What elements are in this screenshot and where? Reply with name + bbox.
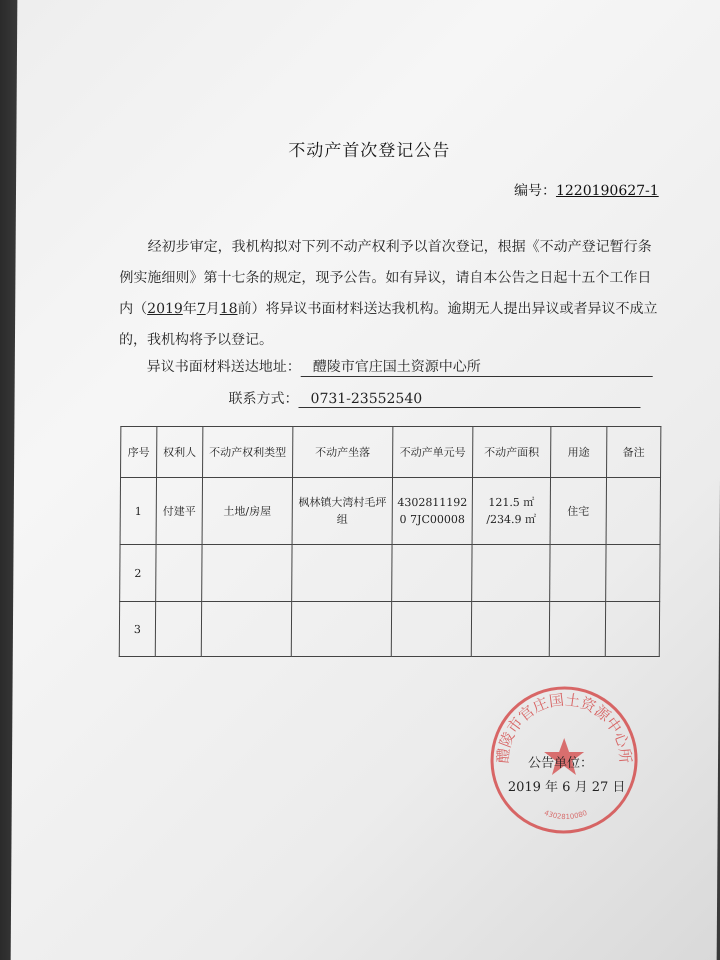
header-area: 不动产面积 bbox=[473, 427, 551, 478]
cell-area bbox=[471, 602, 549, 657]
cell-area-land: 121.5 ㎡ bbox=[488, 496, 535, 509]
deadline-month: 7 bbox=[196, 301, 206, 317]
announcement-body bbox=[119, 232, 664, 356]
body-part-4: 前）将异议书面材料送达我机构。逾期无人提出异议或者异议不成立的，我机构将予以登记。 bbox=[118, 301, 658, 348]
header-location: 不动产坐落 bbox=[293, 427, 393, 478]
body-part-1: 经初步审定，我机构拟对下列不动产权利予以首次登记，根据《不动产登记暂行条例实施细则》第十七条的规定，现予公告。如有异议，请自本公告之日起十五个工作日内（ bbox=[119, 239, 652, 317]
body-part-2: 年 bbox=[182, 301, 197, 317]
header-use: 用途 bbox=[551, 427, 607, 478]
header-owner: 权利人 bbox=[157, 427, 203, 478]
deadline-day: 18 bbox=[219, 301, 238, 317]
cell-unit: 43028111920 7JC00008 bbox=[392, 478, 472, 545]
cell-no: 3 bbox=[119, 602, 155, 657]
publisher-label: 公告单位： bbox=[527, 756, 594, 771]
cell-area-building: /234.9 ㎡ bbox=[486, 513, 537, 526]
cell-owner bbox=[155, 602, 201, 657]
property-table bbox=[119, 426, 662, 657]
document-number-value: 1220190627-1 bbox=[555, 183, 659, 199]
address-value: 醴陵市官庄国土资源中心所 bbox=[301, 356, 653, 377]
cell-type bbox=[202, 545, 292, 602]
address-label: 异议书面材料送达地址： bbox=[146, 359, 301, 375]
cell-use: 住宅 bbox=[550, 478, 606, 545]
table-row bbox=[120, 545, 660, 602]
table-row bbox=[119, 602, 659, 657]
seal-text: 醴陵市官庄国土资源中心所 bbox=[493, 690, 635, 764]
header-right-type: 不动产权利类型 bbox=[203, 427, 293, 478]
contact-value: 0731-23552540 bbox=[299, 391, 641, 408]
cell-no: 2 bbox=[120, 545, 156, 602]
cell-owner: 付建平 bbox=[156, 478, 202, 545]
header-unit-no: 不动产单元号 bbox=[393, 427, 473, 478]
cell-location: 枫林镇大湾村毛坪组 bbox=[292, 478, 392, 545]
header-note: 备注 bbox=[607, 427, 661, 478]
cell-type: 土地/房屋 bbox=[202, 478, 292, 545]
deadline-year: 2019 bbox=[147, 301, 183, 317]
cell-owner bbox=[156, 545, 202, 602]
contact-label: 联系方式： bbox=[228, 391, 299, 407]
address-line bbox=[147, 356, 653, 377]
cell-note bbox=[606, 478, 660, 545]
seal-code-text bbox=[543, 809, 588, 821]
cell-type bbox=[201, 602, 291, 657]
cell-note bbox=[606, 545, 660, 602]
contact-line bbox=[229, 388, 641, 408]
document-number-label: 编号： bbox=[513, 183, 557, 199]
page-title: 不动产首次登记公告 bbox=[288, 141, 451, 161]
body-part-3: 月 bbox=[205, 301, 220, 317]
table-header-row bbox=[121, 427, 661, 478]
publish-date: 2019 年 6 月 27 日 bbox=[507, 780, 626, 795]
cell-area bbox=[472, 478, 550, 545]
cell-location bbox=[291, 602, 391, 657]
seal-code: 4302810080 bbox=[543, 808, 589, 822]
document-page bbox=[11, 0, 720, 960]
cell-location bbox=[292, 545, 392, 602]
document-number bbox=[514, 180, 659, 200]
cell-unit bbox=[391, 602, 471, 657]
cell-unit bbox=[392, 545, 472, 602]
table-row bbox=[120, 478, 660, 545]
header-no: 序号 bbox=[121, 427, 157, 478]
cell-no: 1 bbox=[120, 478, 156, 545]
cell-area bbox=[472, 545, 550, 602]
cell-use bbox=[549, 602, 605, 657]
cell-note bbox=[605, 602, 659, 657]
cell-use bbox=[550, 545, 606, 602]
